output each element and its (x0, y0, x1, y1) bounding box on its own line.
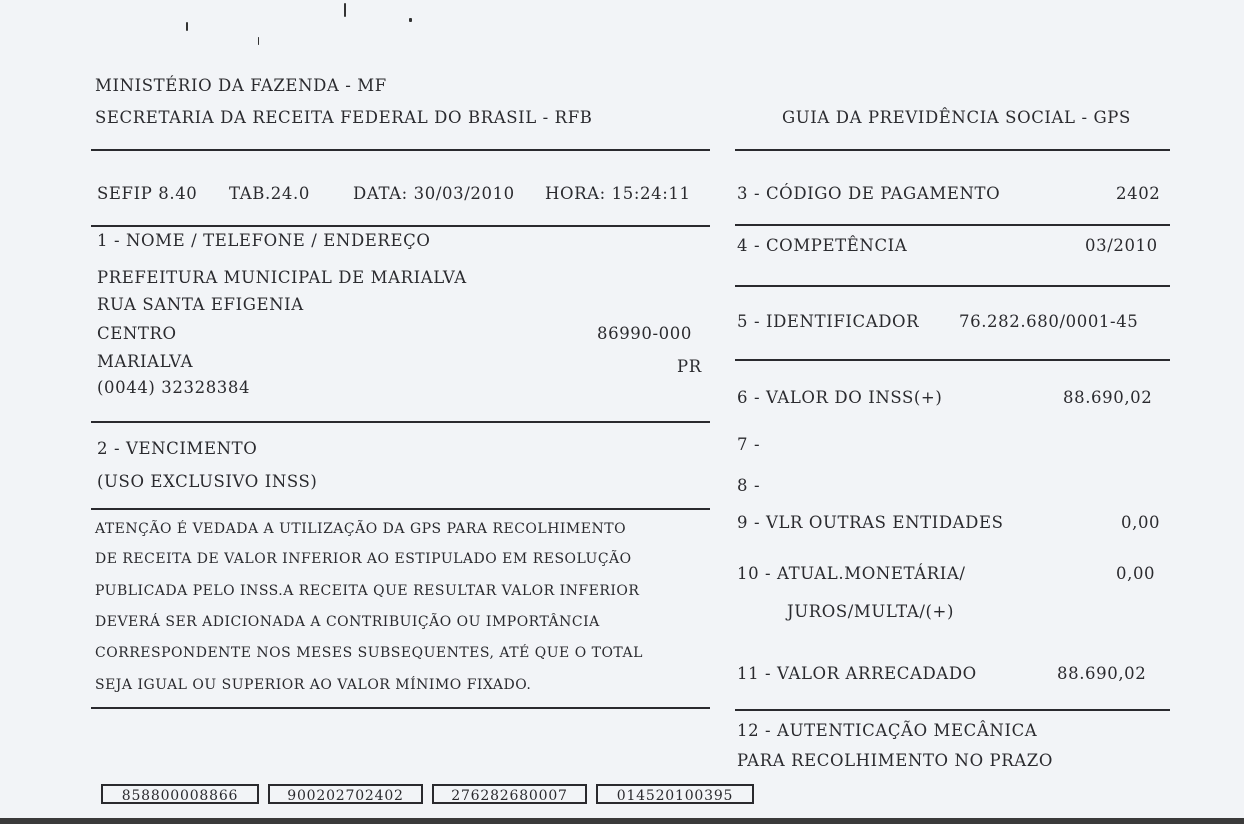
barcode-block: 858800008866 (101, 784, 259, 804)
field12-note: PARA RECOLHIMENTO NO PRAZO (737, 751, 1053, 770)
divider (91, 225, 710, 227)
warning-line: PUBLICADA PELO INSS.A RECEITA QUE RESULTAR VALOR INFERIOR (95, 583, 640, 599)
warning-line: DEVERÁ SER ADICIONADA A CONTRIBUIÇÃO OU IMPORTÂNCIA (95, 614, 600, 630)
divider (91, 707, 710, 709)
field12-label: 12 - AUTENTICAÇÃO MECÂNICA (737, 721, 1038, 740)
warning-line: DE RECEITA DE VALOR INFERIOR AO ESTIPULADO EM RESOLUÇÃO (95, 551, 632, 567)
field4-label: 4 - COMPETÊNCIA (737, 236, 908, 255)
inss-value: 88.690,02 (1063, 388, 1153, 407)
secretariat-title: SECRETARIA DA RECEITA FEDERAL DO BRASIL - RFB (95, 108, 593, 127)
field1-label: 1 - NOME / TELEFONE / ENDEREÇO (97, 231, 431, 250)
warning-line: CORRESPONDENTE NOS MESES SUBSEQUENTES, ATÉ QUE O TOTAL (95, 645, 643, 661)
field10-label: 10 - ATUAL.MONETÁRIA/ (737, 564, 966, 583)
payer-state: PR (677, 357, 702, 376)
divider (91, 421, 710, 423)
divider (735, 285, 1170, 287)
sefip-version: SEFIP 8.40 (97, 184, 198, 203)
payer-name: PREFEITURA MUNICIPAL DE MARIALVA (97, 268, 467, 287)
form-title: GUIA DA PREVIDÊNCIA SOCIAL - GPS (782, 108, 1131, 127)
divider (735, 359, 1170, 361)
payer-district: CENTRO (97, 324, 177, 343)
barcode-block: 014520100395 (596, 784, 754, 804)
other-entities-value: 0,00 (1121, 513, 1161, 532)
scan-bottom-edge (0, 818, 1244, 824)
field5-label: 5 - IDENTIFICADOR (737, 312, 920, 331)
divider (91, 149, 710, 151)
scan-speck (344, 3, 346, 17)
field9-label: 9 - VLR OUTRAS ENTIDADES (737, 513, 1004, 532)
scan-speck (186, 22, 188, 31)
emission-time: HORA: 15:24:11 (545, 184, 691, 203)
payer-city: MARIALVA (97, 352, 194, 371)
warning-line: SEJA IGUAL OU SUPERIOR AO VALOR MÍNIMO FIXADO. (95, 677, 532, 693)
barcode-digit-row (101, 784, 754, 804)
field6-label: 6 - VALOR DO INSS(+) (737, 388, 943, 407)
divider (735, 709, 1170, 711)
emission-date: DATA: 30/03/2010 (353, 184, 515, 203)
table-version: TAB.24.0 (229, 184, 310, 203)
payer-phone: (0044) 32328384 (97, 378, 251, 397)
field11-label: 11 - VALOR ARRECADADO (737, 664, 977, 683)
payer-street: RUA SANTA EFIGENIA (97, 295, 304, 314)
field3-label: 3 - CÓDIGO DE PAGAMENTO (737, 184, 1001, 203)
barcode-block: 900202702402 (268, 784, 423, 804)
divider (735, 224, 1170, 226)
scan-speck (409, 18, 412, 22)
divider (91, 508, 710, 510)
field8-label: 8 - (737, 476, 761, 495)
monetary-update-value: 0,00 (1116, 564, 1156, 583)
competence-value: 03/2010 (1085, 236, 1158, 255)
scan-speck (258, 37, 259, 45)
field10-label-continued: JUROS/MULTA/(+) (787, 602, 955, 621)
barcode-block: 276282680007 (432, 784, 587, 804)
payment-code: 2402 (1116, 184, 1161, 203)
total-collected-value: 88.690,02 (1057, 664, 1147, 683)
payer-zip: 86990-000 (597, 324, 692, 343)
field7-label: 7 - (737, 435, 761, 454)
divider (735, 149, 1170, 151)
ministry-title: MINISTÉRIO DA FAZENDA - MF (95, 76, 387, 95)
field2-label: 2 - VENCIMENTO (97, 439, 258, 458)
identifier-value: 76.282.680/0001-45 (959, 312, 1139, 331)
field2-note: (USO EXCLUSIVO INSS) (97, 472, 318, 491)
warning-line: ATENÇÃO É VEDADA A UTILIZAÇÃO DA GPS PARA RECOLHIMENTO (95, 521, 627, 537)
